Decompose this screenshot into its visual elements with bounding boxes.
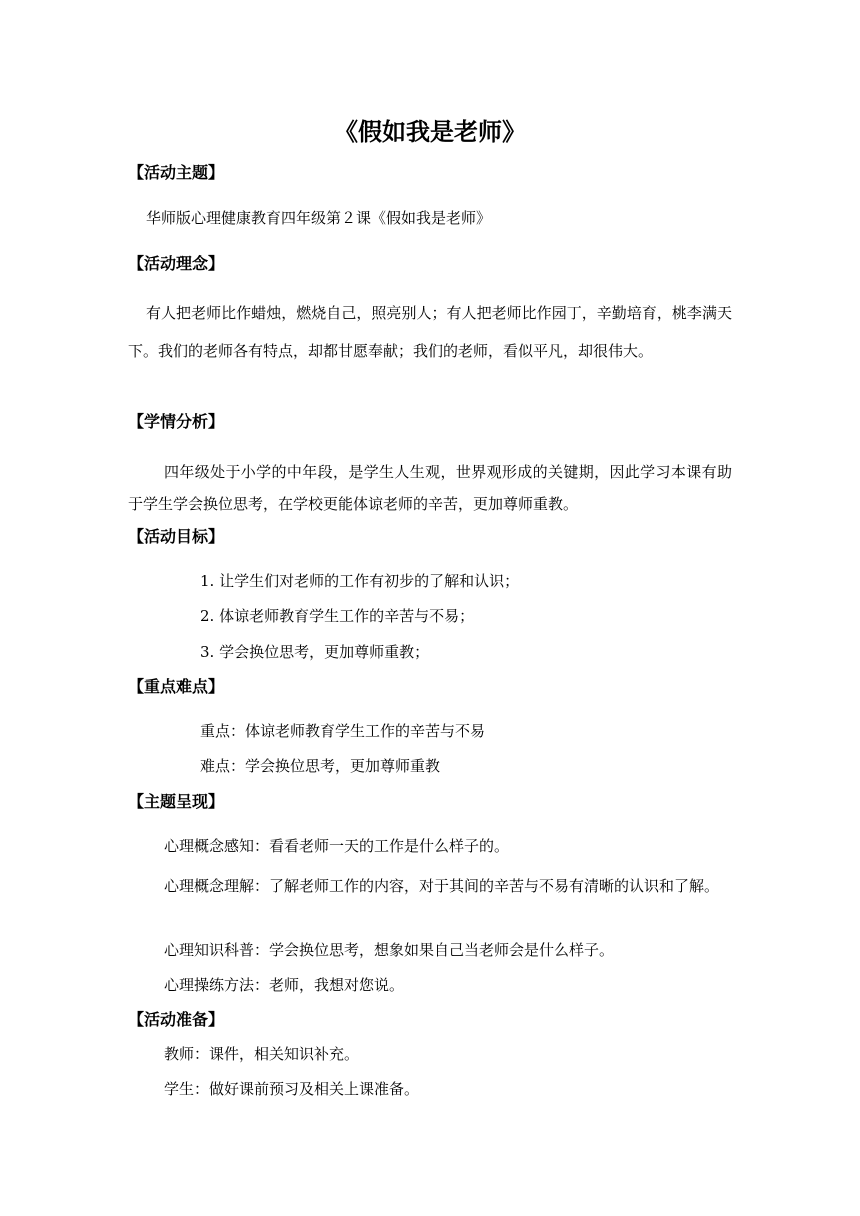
activity-concept-paragraph: 有人把老师比作蜡烛，燃烧自己，照亮别人；有人把老师比作园丁，辛勤培育，桃李满天下。我们的老师各有特点，却都甘愿奉献；我们的老师，看似平凡，却很伟大。 [128, 304, 732, 360]
section-heading-key-points: 【重点难点】 [128, 677, 225, 696]
goal-item-1: 1. 让学生们对老师的工作有初步的了解和认识； [200, 572, 520, 590]
preparation-teacher: 教师：课件，相关知识补充。 [164, 1045, 360, 1063]
theme-item-understanding: 心理概念理解：了解老师工作的内容，对于其间的辛苦与不易有清晰的认识和了解。 [164, 877, 720, 895]
student-analysis-paragraph: 四年级处于小学的中年段，是学生人生观，世界观形成的关键期，因此学习本课有助于学生学会换位思考，在学校更能体谅老师的辛苦，更加尊师重教。 [128, 463, 732, 513]
activity-theme-text: 华师版心理健康教育四年级第２课《假如我是老师》 [146, 209, 492, 227]
theme-item-perception: 心理概念感知：看看老师一天的工作是什么样子的。 [164, 837, 510, 855]
section-heading-activity-theme: 【活动主题】 [128, 163, 225, 182]
section-heading-theme-presentation: 【主题呈现】 [128, 792, 225, 811]
difficulty-text: 难点：学会换位思考，更加尊师重教 [200, 757, 441, 775]
section-heading-activity-concept: 【活动理念】 [128, 254, 225, 273]
key-point-text: 重点：体谅老师教育学生工作的辛苦与不易 [200, 722, 486, 740]
preparation-student: 学生：做好课前预习及相关上课准备。 [164, 1080, 420, 1098]
section-heading-student-analysis: 【学情分析】 [128, 412, 225, 431]
goal-item-3: 3. 学会换位思考，更加尊师重教； [200, 643, 430, 661]
document-title: 《假如我是老师》 [334, 118, 526, 146]
section-heading-preparation: 【活动准备】 [128, 1010, 225, 1029]
theme-item-practice: 心理操练方法：老师，我想对您说。 [164, 976, 405, 994]
goal-item-2: 2. 体谅老师教育学生工作的辛苦与不易； [200, 607, 475, 625]
section-heading-activity-goals: 【活动目标】 [128, 527, 225, 546]
theme-item-science: 心理知识科普：学会换位思考，想象如果自己当老师会是什么样子。 [164, 941, 615, 959]
